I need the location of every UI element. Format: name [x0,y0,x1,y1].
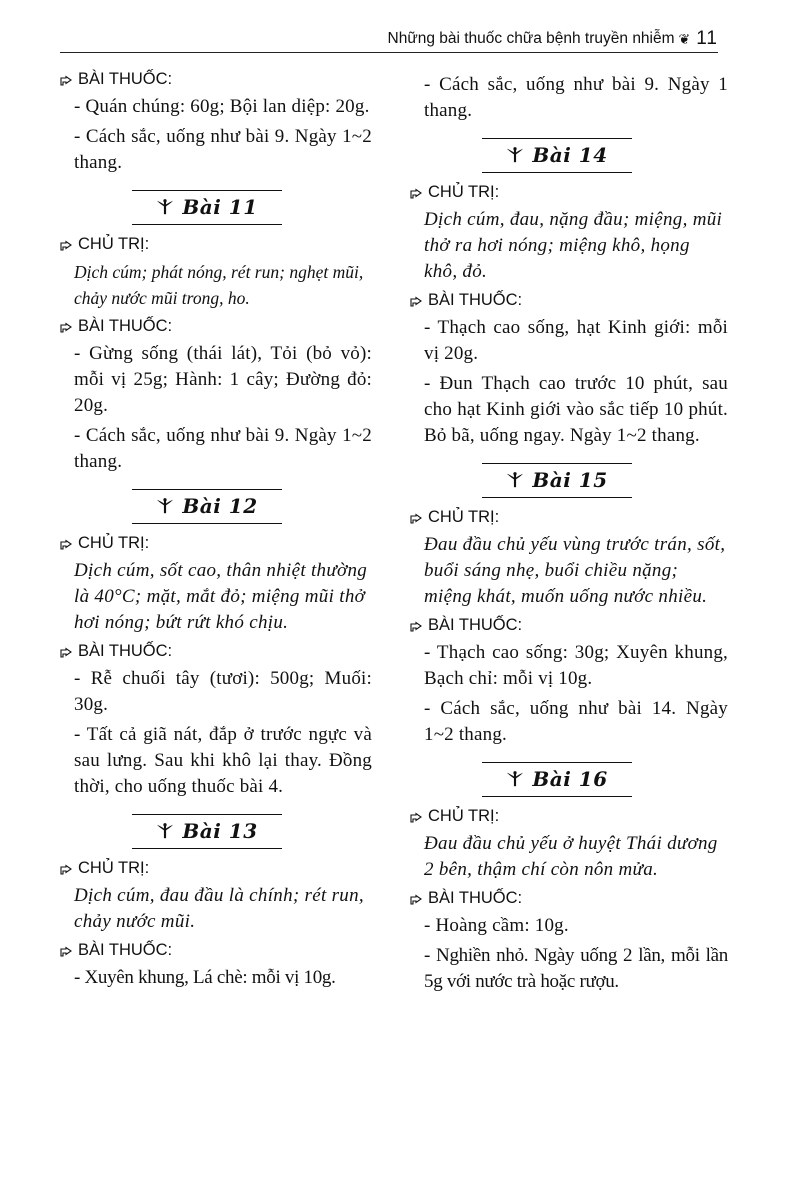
list-item: - Hoàng cầm: 10g. [424,915,569,936]
indication-text: Dịch cúm, sốt cao, thân nhiệt thường là 40°C; mặt, mắt đỏ; miệng mũi thở hơi nóng; bứt rứt khó chịu. [74,560,368,633]
caduceus-icon [506,471,524,489]
heading-label: BÀI THUỐC: [428,291,523,309]
bai-thuoc-heading [410,616,728,635]
list-item: - Thạch cao sống, hạt Kinh giới: mỗi vị 20g. [424,317,728,364]
running-header [60,28,718,50]
section-title: Bài 15 [532,468,608,492]
caduceus-icon [506,146,524,164]
chu-tri-heading [60,235,372,254]
section-title: Bài 13 [182,819,258,843]
pointing-hand-icon [60,647,72,659]
bai-thuoc-heading [60,642,372,661]
bai-thuoc-heading [410,291,728,310]
heading-label: CHỦ TRỊ: [428,183,500,201]
heading-label: BÀI THUỐC: [78,317,173,335]
left-column [60,64,372,995]
chu-tri-heading [410,807,728,826]
header-rule [60,52,718,53]
list-item: - Nghiền nhỏ. Ngày uống 2 lần, mỗi lần 5g với nước trà hoặc rượu. [424,945,728,992]
right-column [410,64,728,999]
heading-label: BÀI THUỐC: [78,642,173,660]
section-title-bai13 [132,814,282,849]
indication-text: Đau đầu chủ yếu ở huyệt Thái dương 2 bên, thậm chí còn nôn mửa. [424,833,718,880]
section-title: Bài 14 [532,143,608,167]
heading-label: BÀI THUỐC: [78,70,173,88]
divider [482,796,632,797]
caduceus-icon [156,198,174,216]
divider [132,224,282,225]
bai-thuoc-heading [60,941,372,960]
list-item: - Tất cả giã nát, đắp ở trước ngực và sau lưng. Sau khi khô lại thay. Đồng thời, cho uống thuốc bài 4. [74,724,372,797]
section-title-bai14 [482,138,632,173]
pointing-hand-icon [410,188,422,200]
section-title-bai11 [132,190,282,225]
list-item: - Cách sắc, uống như bài 9. Ngày 1~2 thang. [74,126,372,173]
pointing-hand-icon [60,864,72,876]
heading-label: CHỦ TRỊ: [428,508,500,526]
section-title: Bài 12 [182,494,258,518]
section-title-bai15 [482,463,632,498]
indication-text: Dịch cúm, đau, nặng đầu; miệng, mũi thở ra hơi nóng; miệng khô, họng khô, đỏ. [424,209,723,282]
bai-thuoc-heading [410,889,728,908]
indication-text: Dịch cúm, đau đầu là chính; rét run, chảy nước mũi. [74,885,364,932]
ornament-icon: ❦ [678,30,691,47]
heading-label: BÀI THUỐC: [428,889,523,907]
chu-tri-heading [60,534,372,553]
page-number: 11 [696,28,718,49]
indication-text: Dịch cúm; phát nóng, rét run; nghẹt mũi, chảy nước mũi trong, ho. [74,262,364,308]
chu-tri-heading [410,508,728,527]
heading-label: BÀI THUỐC: [78,941,173,959]
list-item: - Gừng sống (thái lát), Tỏi (bỏ vỏ): mỗi vị 25g; Hành: 1 cây; Đường đỏ: 20g. [74,343,372,416]
caduceus-icon [156,822,174,840]
indication-text: Đau đầu chủ yếu vùng trước trán, sốt, buổi sáng nhẹ, buổi chiều nặng; miệng khát, muốn uống nước nhiều. [424,534,726,607]
list-item: - Cách sắc, uống như bài 9. Ngày 1 thang. [424,74,728,121]
heading-label: CHỦ TRỊ: [78,534,150,552]
section-title-bai12 [132,489,282,524]
running-title: Những bài thuốc chữa bệnh truyền nhiễm [387,30,675,47]
pointing-hand-icon [410,894,422,906]
pointing-hand-icon [60,322,72,334]
list-item: - Cách sắc, uống như bài 9. Ngày 1~2 thang. [74,425,372,472]
pointing-hand-icon [410,296,422,308]
section-title: Bài 11 [182,195,258,219]
chu-tri-heading [410,183,728,202]
pointing-hand-icon [60,539,72,551]
heading-label: CHỦ TRỊ: [78,859,150,877]
caduceus-icon [156,497,174,515]
list-item: - Quán chúng: 60g; Bội lan diệp: 20g. [74,96,370,117]
list-item: - Xuyên khung, Lá chè: mỗi vị 10g. [74,967,336,988]
list-item: - Rễ chuối tây (tươi): 500g; Muối: 30g. [74,668,372,715]
pointing-hand-icon [60,946,72,958]
heading-label: BÀI THUỐC: [428,616,523,634]
heading-label: CHỦ TRỊ: [428,807,500,825]
pointing-hand-icon [410,621,422,633]
pointing-hand-icon [60,240,72,252]
divider [482,497,632,498]
divider [132,848,282,849]
section-title: Bài 16 [532,767,608,791]
list-item: - Cách sắc, uống như bài 14. Ngày 1~2 thang. [424,698,728,745]
list-item: - Thạch cao sống: 30g; Xuyên khung, Bạch chỉ: mỗi vị 10g. [424,642,728,689]
divider [482,172,632,173]
bai-thuoc-heading [60,317,372,336]
divider [132,523,282,524]
caduceus-icon [506,770,524,788]
list-item: - Đun Thạch cao trước 10 phút, sau cho hạt Kinh giới vào sắc tiếp 10 phút. Bỏ bã, uống ngay. Ngày 1~2 thang. [424,373,728,446]
pointing-hand-icon [60,75,72,87]
heading-label: CHỦ TRỊ: [78,235,150,253]
chu-tri-heading [60,859,372,878]
bai-thuoc-heading [60,70,372,89]
section-title-bai16 [482,762,632,797]
pointing-hand-icon [410,812,422,824]
pointing-hand-icon [410,513,422,525]
